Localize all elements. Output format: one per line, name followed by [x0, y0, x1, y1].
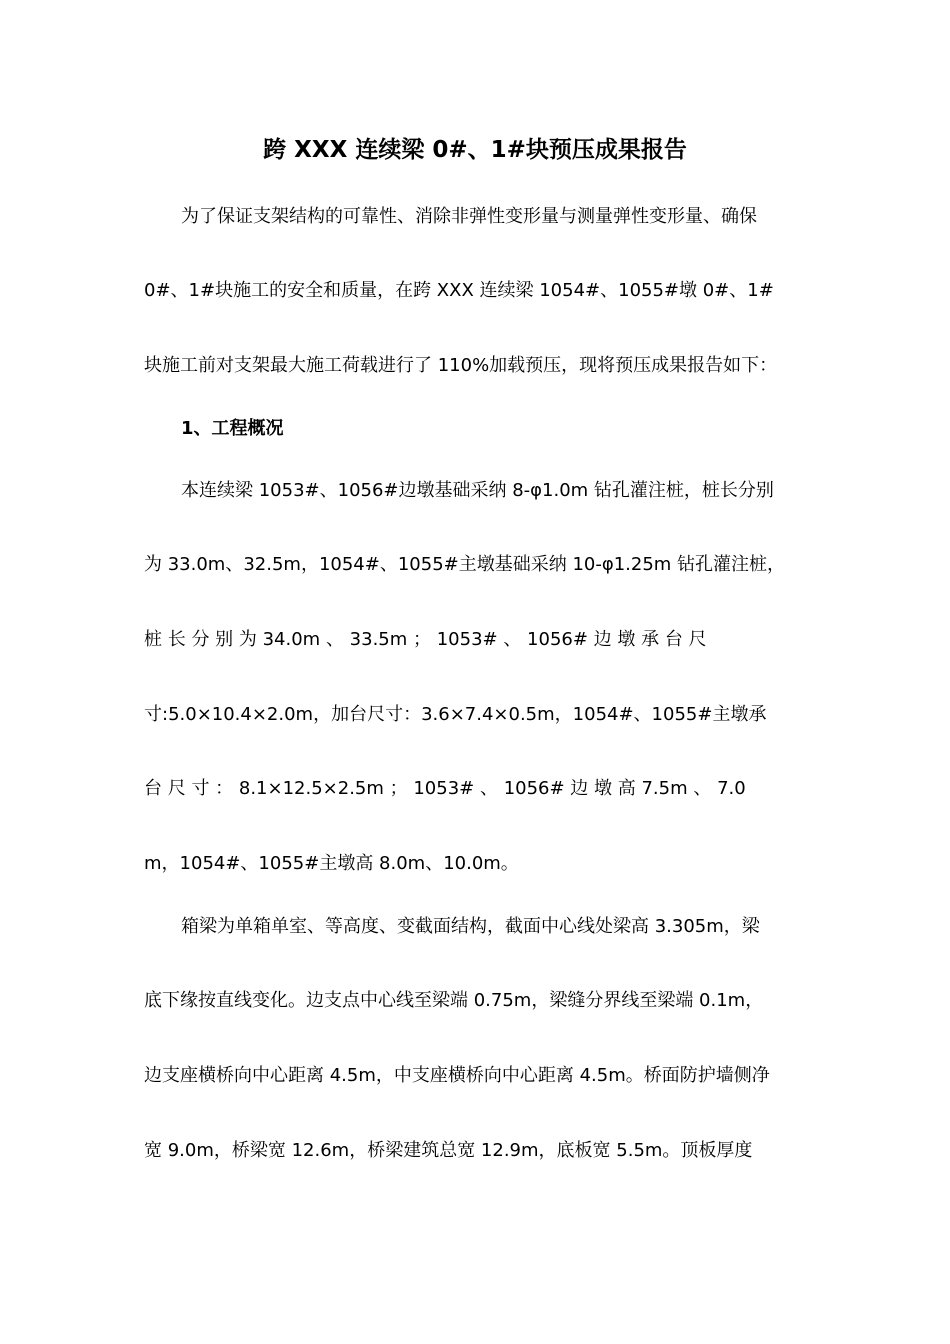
paragraph-line: 0#、1#块施工的安全和质量，在跨 XXX 连续梁 1054#、1055#墩 0#、1#	[144, 280, 774, 301]
paragraph-line: 边支座横桥向中心距离 4.5m，中支座横桥向中心距离 4.5m。桥面防护墙侧净	[144, 1065, 770, 1086]
paragraph-line: 宽 9.0m，桥梁宽 12.6m，桥梁建筑总宽 12.9m，底板宽 5.5m。顶板厚度	[144, 1140, 753, 1161]
paragraph-line: 底下缘按直线变化。边支点中心线至梁端 0.75m，梁缝分界线至梁端 0.1m，	[144, 990, 764, 1011]
paragraph-line: 台 尺 寸 ： 8.1×12.5×2.5m ； 1053# 、 1056# 边 墩 高 7.5m 、 7.0	[144, 778, 746, 799]
paragraph-line: 箱梁为单箱单室、等高度、变截面结构，截面中心线处梁高 3.305m，梁	[181, 916, 760, 937]
paragraph-line: 本连续梁 1053#、1056#边墩基础采纳 8-φ1.0m 钻孔灌注桩，桩长分别	[181, 480, 774, 501]
section-heading: 1、工程概况	[181, 418, 284, 439]
document-title: 跨 XXX 连续梁 0#、1#块预压成果报告	[263, 137, 687, 163]
paragraph-line: 为 33.0m、32.5m，1054#、1055#主墩基础采纳 10-φ1.25m 钻孔灌注桩，	[144, 554, 786, 575]
paragraph-line: m，1054#、1055#主墩高 8.0m、10.0m。	[144, 853, 519, 874]
paragraph-line: 为了保证支架结构的可靠性、消除非弹性变形量与测量弹性变形量、确保	[181, 206, 757, 227]
paragraph-line: 寸:5.0×10.4×2.0m，加台尺寸：3.6×7.4×0.5m，1054#、1055#主墩承	[144, 704, 767, 725]
paragraph-line: 桩 长 分 别 为 34.0m 、 33.5m ； 1053# 、 1056# 边 墩 承 台 尺	[144, 629, 707, 650]
paragraph-line: 块施工前对支架最大施工荷载进行了 110%加载预压，现将预压成果报告如下：	[144, 355, 778, 376]
